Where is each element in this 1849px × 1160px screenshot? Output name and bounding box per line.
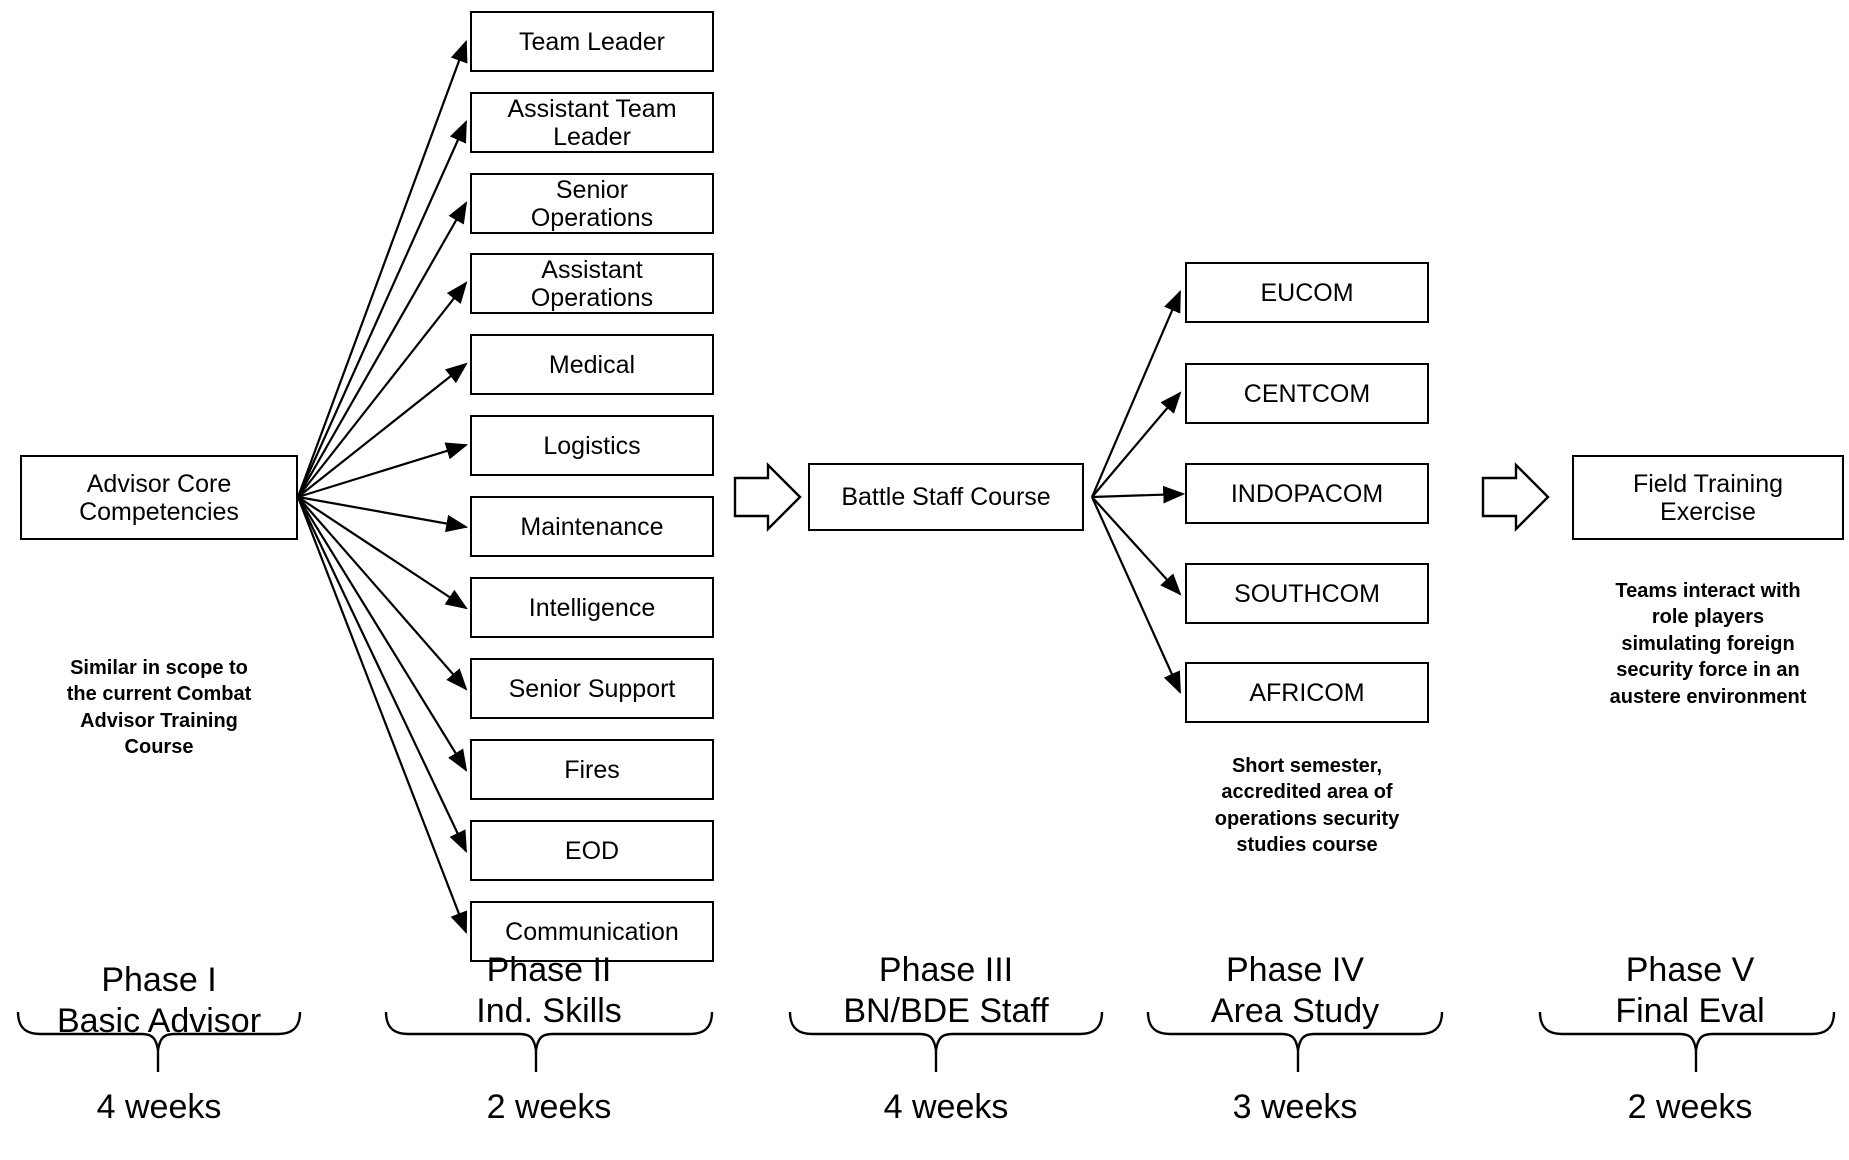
node-field-training-exercise[interactable]: Field Training Exercise (1572, 455, 1844, 540)
node-southcom[interactable]: SOUTHCOM (1185, 563, 1429, 624)
node-assistant-operations[interactable]: Assistant Operations (470, 253, 714, 314)
phase-label-3: Phase III BN/BDE Staff (843, 951, 1049, 1031)
node-africom[interactable]: AFRICOM (1185, 662, 1429, 723)
weeks-label-1: 4 weeks (96, 1088, 222, 1126)
node-centcom[interactable]: CENTCOM (1185, 363, 1429, 424)
node-maintenance[interactable]: Maintenance (470, 496, 714, 557)
weeks-label-2: 2 weeks (486, 1088, 612, 1126)
node-senior-support[interactable]: Senior Support (470, 658, 714, 719)
node-communication[interactable]: Communication (470, 901, 714, 962)
node-assistant-team-leader[interactable]: Assistant Team Leader (470, 92, 714, 153)
caption-phase1: Similar in scope to the current Combat Advisor Training Course (66, 657, 252, 759)
node-logistics[interactable]: Logistics (470, 415, 714, 476)
phase-transition-arrow-2 (1483, 465, 1548, 529)
phase-transition-arrow-1 (735, 465, 800, 529)
phase-label-4: Phase IV Area Study (1210, 951, 1380, 1031)
node-fires[interactable]: Fires (470, 739, 714, 800)
weeks-label-3: 4 weeks (883, 1088, 1009, 1126)
weeks-label-4: 3 weeks (1232, 1088, 1358, 1126)
caption-phase4: Short semester, accredited area of operations security studies course (1214, 755, 1400, 857)
phase-label-2: Phase II Ind. Skills (476, 951, 622, 1031)
node-indopacom[interactable]: INDOPACOM (1185, 463, 1429, 524)
node-eucom[interactable]: EUCOM (1185, 262, 1429, 323)
node-senior-operations[interactable]: Senior Operations (470, 173, 714, 234)
phase-label-1: Phase I Basic Advisor (56, 961, 262, 1041)
weeks-label-5: 2 weeks (1627, 1088, 1753, 1126)
node-medical[interactable]: Medical (470, 334, 714, 395)
node-eod[interactable]: EOD (470, 820, 714, 881)
node-battle-staff-course[interactable]: Battle Staff Course (808, 463, 1084, 531)
node-intelligence[interactable]: Intelligence (470, 577, 714, 638)
node-team-leader[interactable]: Team Leader (470, 11, 714, 72)
caption-phase5: Teams interact with role players simulating foreign security force in an austere environment (1609, 580, 1807, 708)
node-advisor-core-competencies[interactable]: Advisor Core Competencies (20, 455, 298, 540)
phase-label-5: Phase V Final Eval (1615, 951, 1765, 1031)
